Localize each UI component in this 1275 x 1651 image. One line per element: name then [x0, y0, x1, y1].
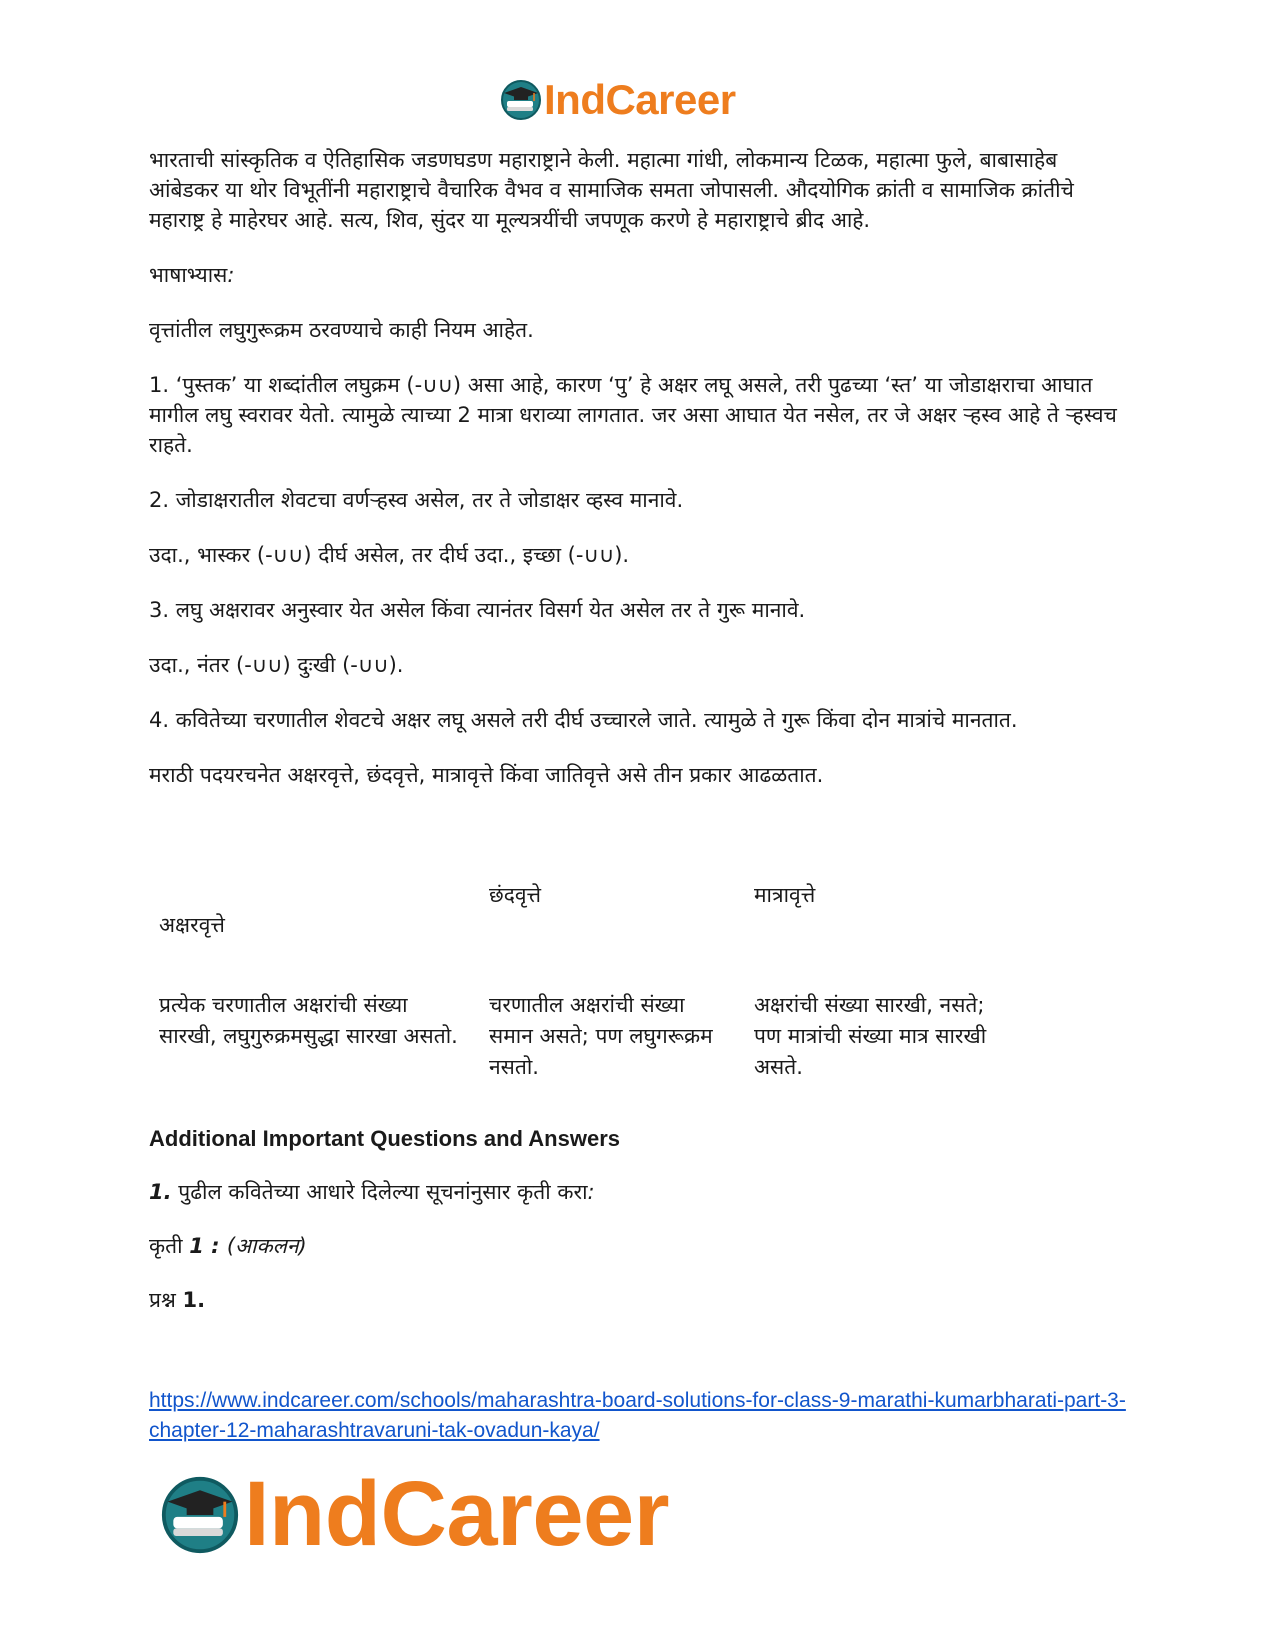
- kruti-number: 1 :: [189, 1234, 227, 1258]
- main-content: [149, 145, 1129, 815]
- niyam-paragraph: वृत्तांतील लघुगुरूक्रम ठरवण्याचे काही नियम आहेत.: [149, 318, 534, 342]
- rule-3: 3. लघु अक्षरावर अनुस्वार येत असेल किंवा त्यानंतर विसर्ग येत असेल तर ते गुरू मानावे.: [149, 598, 806, 622]
- indcareer-logo-top: [500, 76, 736, 124]
- question-1-text: पुढील कवितेच्या आधारे दिलेल्या सूचनांनुसार कृती करा: [171, 1180, 588, 1204]
- kruti-prefix: कृती: [149, 1234, 190, 1258]
- question-1: [149, 1178, 595, 1206]
- table-header-cell: छंदवृत्ते: [489, 883, 542, 907]
- bhasha-label: [149, 260, 1129, 290]
- logo-wordmark: IndCareer: [544, 76, 736, 123]
- source-link[interactable]: https://www.indcareer.com/schools/maharashtra-board-solutions-for-class-9-marathi-kumarbharati-part-3-chapter-12-maharashtravaruni-tak-ovadun-kaya/: [149, 1389, 1126, 1442]
- graduation-cap-icon: [160, 1475, 240, 1555]
- table-row: [149, 990, 1004, 1083]
- table-cell: अक्षरांची संख्या सारखी, नसते; पण मात्रांची संख्या मात्र सारखी असते.: [754, 993, 987, 1079]
- table-header-cell: मात्रावृत्ते: [754, 883, 816, 907]
- logo-wordmark: IndCareer: [244, 1463, 669, 1565]
- indcareer-logo-bottom: [160, 1462, 669, 1567]
- rule-4: 4. कवितेच्या चरणातील शेवटचे अक्षर लघू असले तरी दीर्घ उच्चारले जाते. त्यामुळे ते गुरू किंवा दोन मात्रांचे मानतात.: [149, 708, 1018, 732]
- table-cell: चरणातील अक्षरांची संख्या समान असते; पण लघुगरूक्रम नसतो.: [489, 993, 713, 1079]
- section-heading: Additional Important Questions and Answers: [149, 1126, 621, 1151]
- types-paragraph: मराठी पदयरचनेत अक्षरवृत्ते, छंदवृत्ते, मात्रावृत्ते किंवा जातिवृत्ते असे तीन प्रकार आढळतात.: [149, 763, 824, 787]
- kruti-label: (आकलन): [226, 1234, 307, 1258]
- vrutta-table: [149, 880, 1004, 1083]
- prashna-number: 1.: [182, 1288, 206, 1312]
- prashna-prefix: प्रश्न: [149, 1288, 183, 1312]
- graduation-cap-icon: [500, 79, 542, 121]
- intro-paragraph: भारताची सांस्कृतिक व ऐतिहासिक जडणघडण महाराष्ट्राने केली. महात्मा गांधी, लोकमान्य टिळक, महात्मा फुले, बाबासाहेब आंबेडकर या थोर विभूतींनी महाराष्ट्राचे वैचारिक वैभव व सामाजिक समता जोपासली. औदयोगिक क्रांती व सामाजिक क्रांतीचे महाराष्ट्र हे माहेरघर आहे. सत्य, शिव, सुंदर या मूल्यत्रयींची जपणूक करणे हे महाराष्ट्राचे ब्रीद आहे.: [149, 148, 1074, 232]
- bhasha-label-colon: :: [227, 263, 235, 287]
- table-header-cell: अक्षरवृत्ते: [159, 913, 225, 937]
- kruti-line: [149, 1232, 307, 1260]
- rule-2: 2. जोडाक्षरातील शेवटचा वर्णऱ्हस्व असेल, तर ते जोडाक्षर व्हस्व मानावे.: [149, 488, 684, 512]
- question-1-number: 1.: [149, 1180, 172, 1204]
- rule-2-example: उदा., भास्कर (-∪∪) दीर्घ असेल, तर दीर्घ उदा., इच्छा (-∪∪).: [149, 543, 630, 567]
- rule-1: 1. ‘पुस्तक’ या शब्दांतील लघुक्रम (-∪∪) असा आहे, कारण ‘पु’ हे अक्षर लघू असले, तरी पुढच्या ‘स्त’ या जोडाक्षराचा आघात मागील लघु स्वरावर येतो. त्यामुळे त्याच्या 2 मात्रा धराव्या लागतात. जर असा आघात येत नसेल, तर जे अक्षर ऱ्हस्व आहे ते ऱ्हस्वच राहते.: [149, 373, 1117, 457]
- table-header-row: [149, 880, 1004, 990]
- bhasha-label-text: भाषाभ्यास: [149, 263, 228, 287]
- question-1-colon: :: [587, 1180, 595, 1204]
- table-cell: प्रत्येक चरणातील अक्षरांची संख्या सारखी, लघुगुरुक्रमसुद्धा सारखा असतो.: [159, 993, 458, 1048]
- prashna-line: [149, 1286, 205, 1314]
- rule-3-example: उदा., नंतर (-∪∪) दुःखी (-∪∪).: [149, 653, 404, 677]
